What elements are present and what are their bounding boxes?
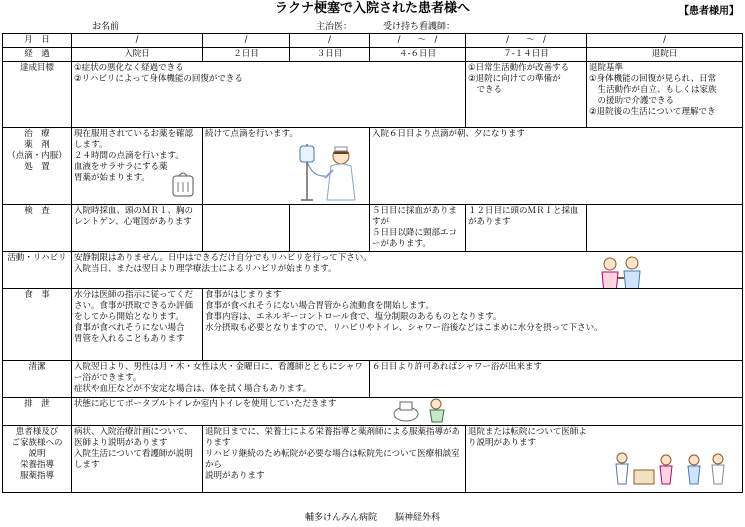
goal-label: 達成目標 bbox=[3, 62, 72, 128]
rehab-walking-illustration bbox=[592, 256, 652, 289]
goal-mid: ①日常生活動作が改善する ②退院に向けての準備が できる bbox=[466, 62, 587, 128]
clinical-pathway-table bbox=[2, 33, 743, 493]
treatment-row bbox=[3, 128, 743, 205]
date-label: 月 日 bbox=[3, 34, 72, 48]
progress-cell: ２日目 bbox=[203, 48, 290, 62]
goal-discharge: 退院基準 ①身体機能の回復が見られ、日常 生活動作が自立、もしくは家族 の援助で介護できる ②退院後の生活について理解でき bbox=[587, 62, 743, 128]
date-cell: / bbox=[203, 34, 290, 48]
goal-early: ①症状の悪化なく経過できる ②リハビリによって身体機能の回復ができる bbox=[72, 62, 466, 128]
exam-day4-6: ５日目に採血がありますが ５日目以降に頸部エコーがあります。 bbox=[370, 205, 466, 252]
toilet-illustration bbox=[392, 398, 452, 424]
meal-day2-onward: 食事がはじまります 食事が食べれそうにない場合胃管から流動食を開始します。 食事内容は、エネルギーコントロール食で、塩分制限のあるものとなります。 水分摂取も必要となりますので、リハビリやトイレ、シャワー浴後などはこまめに水分を摂って下さい。 bbox=[203, 289, 743, 361]
meal-day1: 水分は医師の指示に従ってください。食事が摂取できるか評価をしてから開始となります。 食事が食べれそうにない場合 胃管を入れることもあります bbox=[72, 289, 203, 361]
rehab-label: 活動・リハビリ bbox=[3, 252, 72, 289]
treatment-day1 bbox=[72, 128, 203, 205]
guidance-discharge bbox=[466, 426, 743, 493]
excretion-row bbox=[3, 398, 743, 426]
rehab-row bbox=[3, 252, 743, 289]
hospital-footer: 輔多けんみん病院 脳神経外科 bbox=[304, 513, 440, 523]
bath-early: 入院翌日より、男性は月・木・女性は火・金曜日に、看護師とともにシャワー浴ができます。 症状や血圧などが不安定な場合は、体を拭く場合もあります。 bbox=[72, 361, 370, 398]
progress-cell: 入院日 bbox=[72, 48, 203, 62]
rehab-text-body: 安静制限はありません。日中はできるだけ自分でもリハビリを行って下さい。 入院当日、または翌日より理学療法士によるリハビリが始まります。 bbox=[74, 253, 372, 274]
date-cell: / bbox=[290, 34, 370, 48]
treatment-day6: 入院６日目より点滴が朝、夕になります bbox=[370, 128, 743, 205]
date-cell: / bbox=[72, 34, 203, 48]
family-consultation-illustration bbox=[608, 450, 738, 490]
bath-row bbox=[3, 361, 743, 398]
date-cell: / bbox=[587, 34, 743, 48]
doctor-label: 主治医： bbox=[316, 22, 353, 32]
guidance-label: 患者様及び ご家族様への 説明 栄養指導 服薬指導 bbox=[3, 426, 72, 493]
excretion-text-body: 状態に応じてポータブルトイレか室内トイレを使用していただきます bbox=[74, 399, 337, 409]
exam-day1: 入院時採血、頭のＭＲＩ、胸のレントゲン、心電図があります bbox=[72, 205, 203, 252]
treatment-day1-text: 現在服用されているお薬を確認します。 ２４時間の点滴を行います。 血液をサラサラにする薬 胃薬が始まります。 bbox=[74, 129, 194, 183]
date-row bbox=[3, 34, 743, 48]
rehab-text bbox=[72, 252, 743, 289]
date-cell: / ～ / bbox=[466, 34, 587, 48]
guidance-discharge-text: 退院または転院について医師より説明があります bbox=[468, 427, 587, 448]
iv-bag-icon bbox=[170, 170, 196, 198]
progress-cell: 退院日 bbox=[587, 48, 743, 62]
bath-label: 清潔 bbox=[3, 361, 72, 398]
exam-day7-14: １２日目に頭のＭＲＩと採血があります bbox=[466, 205, 587, 252]
guidance-before-discharge: 退院日までに、栄養士による栄養指導と薬剤師による服薬指導があります リハビリ継続のため転院が必要な場合は転院先について医療相談室から 説明があります bbox=[203, 426, 466, 493]
nurse-with-iv-illustration bbox=[295, 142, 365, 202]
progress-row bbox=[3, 48, 743, 62]
exam-row bbox=[3, 205, 743, 252]
bath-day6: ６日目より許可あればシャワー浴が出来ます bbox=[370, 361, 743, 398]
audience-badge: 【患者様用】 bbox=[679, 6, 739, 17]
exam-day2 bbox=[203, 205, 290, 252]
excretion-label: 排 泄 bbox=[3, 398, 72, 426]
progress-cell: ４‐６日目 bbox=[370, 48, 466, 62]
meal-label: 食 事 bbox=[3, 289, 72, 361]
excretion-text bbox=[72, 398, 743, 426]
nurse-label: 受け持ち看護師： bbox=[383, 22, 456, 32]
treatment-label: 治 療 薬 剤 （点滴・内服） 処 置 bbox=[3, 128, 72, 205]
exam-discharge bbox=[587, 205, 743, 252]
progress-cell: ３日目 bbox=[290, 48, 370, 62]
exam-label: 検 査 bbox=[3, 205, 72, 252]
meal-row bbox=[3, 289, 743, 361]
treatment-day2-text: 続けて点滴を行います。 bbox=[205, 129, 298, 139]
progress-cell: ７‐１４日目 bbox=[466, 48, 587, 62]
guidance-row bbox=[3, 426, 743, 493]
goal-row bbox=[3, 62, 743, 128]
name-label: お名前 bbox=[92, 22, 120, 32]
guidance-day1: 病状、入院治療計画について、医師より説明があります 入院生活について看護師が説明します bbox=[72, 426, 203, 493]
progress-label: 経 過 bbox=[3, 48, 72, 62]
date-cell: / ～ / bbox=[370, 34, 466, 48]
page-title: ラクナ梗塞で入院された患者様へ bbox=[274, 1, 470, 16]
treatment-day2 bbox=[203, 128, 370, 205]
exam-day3 bbox=[290, 205, 370, 252]
